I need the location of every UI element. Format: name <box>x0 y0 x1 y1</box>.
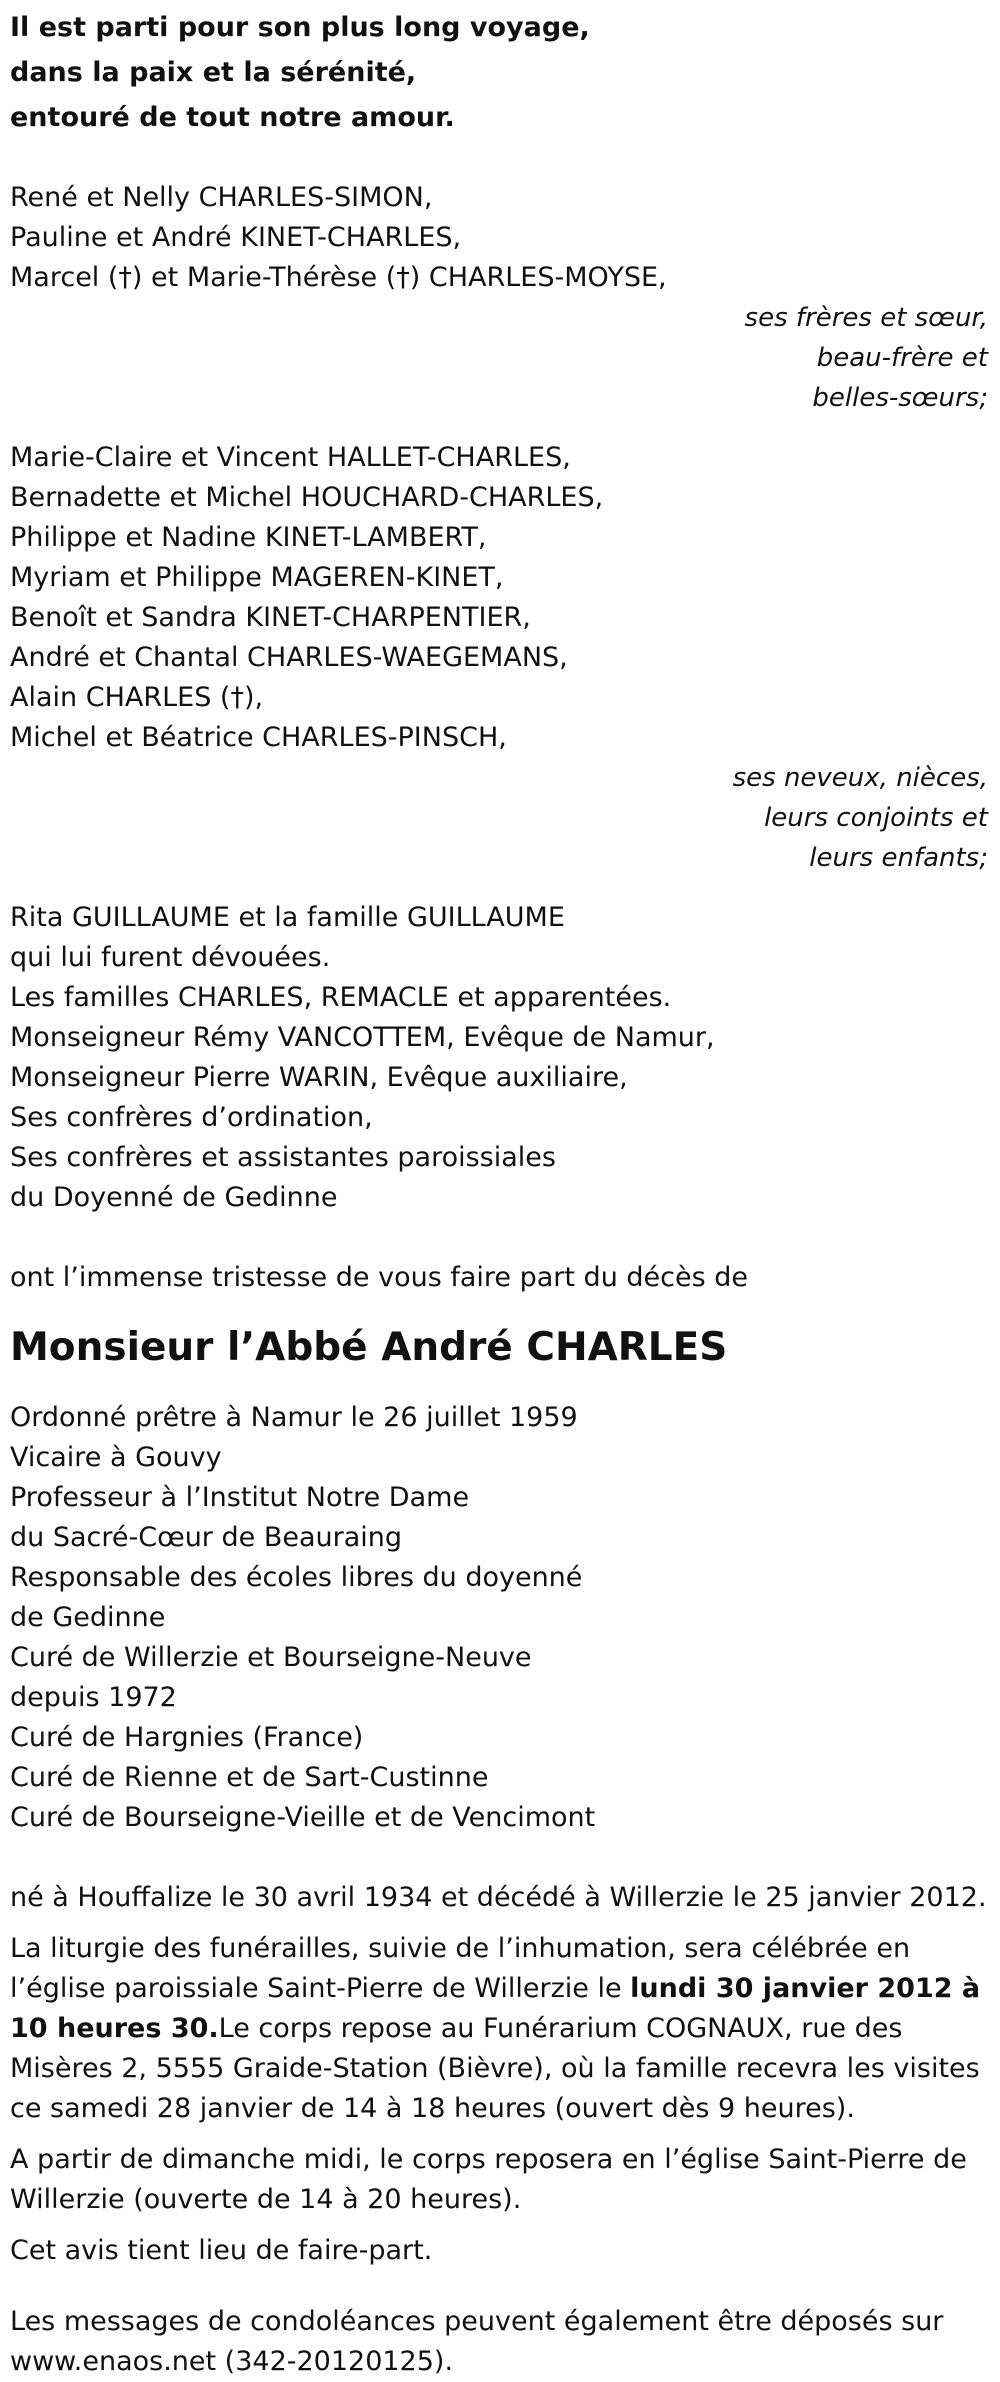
family-member: Bernadette et Michel HOUCHARD-CHARLES, <box>10 482 604 513</box>
family-member: André et Chantal CHARLES-WAEGEMANS, <box>10 642 568 673</box>
family-member: Alain CHARLES (†), <box>10 682 264 713</box>
deceased-name: Monsieur l’Abbé André CHARLES <box>10 1325 728 1370</box>
career-line: du Sacré-Cœur de Beauraing <box>10 1522 403 1553</box>
mourner-line: Rita GUILLAUME et la famille GUILLAUME <box>10 902 565 933</box>
family-member: Benoît et Sandra KINET-CHARPENTIER, <box>10 602 531 633</box>
role-line: ses frères et sœur, <box>744 303 988 333</box>
funeral-text-intro: La liturgie des funérailles, suivie de l’inhumation, sera célébrée en l’église paroissiale Saint-Pierre de Willerzie le <box>10 1933 911 2004</box>
opening-line: Il est parti pour son plus long voyage, <box>10 12 590 43</box>
mourner-line: Monseigneur Pierre WARIN, Evêque auxiliaire, <box>10 1062 628 1093</box>
mourner-line: Les familles CHARLES, REMACLE et apparentées. <box>10 982 672 1013</box>
family-member: Myriam et Philippe MAGEREN-KINET, <box>10 562 504 593</box>
birth-death-text: né à Houffalize le 30 avril 1934 et décédé à Willerzie le 25 janvier 2012. <box>10 1882 987 1913</box>
funeral-date: lundi 30 janvier 2012 à 10 heures 30. <box>10 1973 981 2044</box>
mourner-line: Ses confrères d’ordination, <box>10 1102 373 1133</box>
siblings-list <box>10 178 988 298</box>
nephews-list <box>10 438 988 758</box>
role-line: leurs conjoints et <box>764 803 988 833</box>
mourner-line: qui lui furent dévouées. <box>10 942 331 973</box>
mourner-line: Ses confrères et assistantes paroissiales <box>10 1142 556 1173</box>
family-member: René et Nelly CHARLES-SIMON, <box>10 182 433 213</box>
role-line: leurs enfants; <box>809 843 988 873</box>
role-line: beau-frère et <box>816 343 988 373</box>
nephews-role <box>10 758 988 878</box>
church-visit-text: A partir de dimanche midi, le corps reposera en l’église Saint-Pierre de Willerzie (ouverte de 14 à 20 heures). <box>10 2144 967 2215</box>
notice-text: Cet avis tient lieu de faire-part. <box>10 2235 433 2266</box>
family-member: Philippe et Nadine KINET-LAMBERT, <box>10 522 487 553</box>
condolences-text: Les messages de condoléances peuvent également être déposés sur www.enaos.net (342-20120125). <box>10 2306 944 2377</box>
career-line: de Gedinne <box>10 1602 166 1633</box>
career-line: Responsable des écoles libres du doyenné <box>10 1562 583 1593</box>
funeral-text <box>10 1929 988 2129</box>
career-line: Ordonné prêtre à Namur le 26 juillet 1959 <box>10 1402 578 1433</box>
career-line: depuis 1972 <box>10 1682 177 1713</box>
career-line: Vicaire à Gouvy <box>10 1442 222 1473</box>
funeral-text-details: Le corps repose au Funérarium COGNAUX, rue des Misères 2, 5555 Graide-Station (Bièvre), où la famille recevra les visites ce samedi 28 janvier de 14 à 18 heures (ouvert dès 9 heures). <box>10 2013 980 2124</box>
career-line: Curé de Bourseigne-Vieille et de Vencimont <box>10 1802 596 1833</box>
opening-line: entouré de tout notre amour. <box>10 102 455 133</box>
family-member: Michel et Béatrice CHARLES-PINSCH, <box>10 722 507 753</box>
mourner-line: Monseigneur Rémy VANCOTTEM, Evêque de Namur, <box>10 1022 715 1053</box>
opening-line: dans la paix et la sérénité, <box>10 57 417 88</box>
family-member: Marie-Claire et Vincent HALLET-CHARLES, <box>10 442 571 473</box>
announcement-text: ont l’immense tristesse de vous faire part du décès de <box>10 1262 748 1293</box>
career-line: Curé de Willerzie et Bourseigne-Neuve <box>10 1642 532 1673</box>
career-line: Curé de Hargnies (France) <box>10 1722 364 1753</box>
family-member: Pauline et André KINET-CHARLES, <box>10 222 462 253</box>
mourner-line: du Doyenné de Gedinne <box>10 1182 338 1213</box>
others-list <box>10 898 988 1218</box>
role-line: ses neveux, nièces, <box>732 763 988 793</box>
career-line: Professeur à l’Institut Notre Dame <box>10 1482 470 1513</box>
family-member: Marcel (†) et Marie-Thérèse (†) CHARLES-MOYSE, <box>10 262 667 293</box>
career-list <box>10 1398 988 1838</box>
role-line: belles-sœurs; <box>812 383 988 413</box>
siblings-role <box>10 298 988 418</box>
career-line: Curé de Rienne et de Sart-Custinne <box>10 1762 489 1793</box>
opening-verse <box>10 0 988 140</box>
